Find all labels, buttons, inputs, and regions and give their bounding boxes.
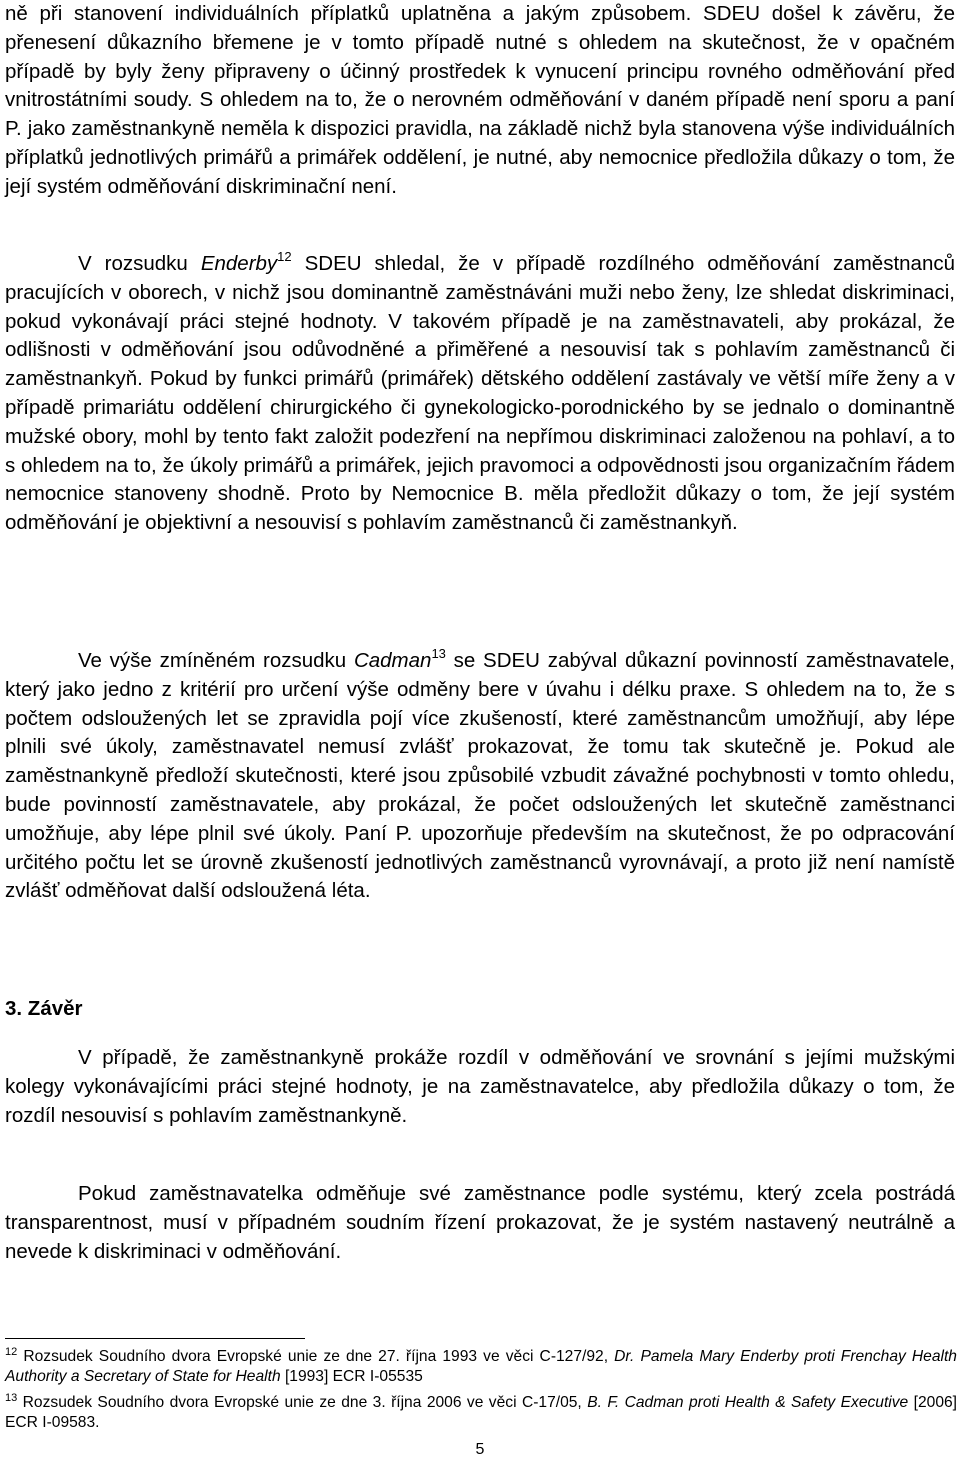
paragraph-text: se SDEU zabýval důkazní povinností zaměstnavatele, který jako jedno z kritérií pro určení výše odměny bere v úvahu i délku praxe. S ohledem na to, že s počtem odsloužených let se zpravidla pojí více zkušeností, které zaměstnancům umožňují, aby lépe plnili své úkoly, zaměstnavatel nemusí zvlášť prokazovat, že tomu tak skutečně je. Pokud ale zaměstnankyně předloží skutečnosti, které jsou způsobilé vzbudit závažné pochybnosti v tomto ohledu, bude povinností zaměstnavatele, aby prokázal, že počet odsloužených let skutečně zaměstnanci umožňuje, aby lépe plnil své úkoly. Paní P. upozorňuje především na skutečnost, že po odpracování určitého počtu let se úrovně zkušeností jednotlivých zaměstnanců vyrovnávají, a proto již není namístě zvlášť odměňovat další odsloužená léta.: [5, 649, 955, 903]
paragraph-text: V případě, že zaměstnankyně prokáže rozdíl v odměňování ve srovnání s jejími mužskými kolegy vykonávajícími práci stejné hodnoty, je na zaměstnavatelce, aby předložila důkazy o tom, že rozdíl nesouvisí s pohlavím zaměstnankyně.: [5, 1046, 955, 1127]
footnote-separator: [5, 1338, 305, 1339]
paragraph-burden-of-proof: [5, 0, 955, 202]
footnote-text: Rozsudek Soudního dvora Evropské unie ze dne 27. října 1993 ve věci C-127/92,: [17, 1348, 615, 1365]
paragraph-text: ně při stanovení individuálních příplatků uplatněna a jakým způsobem. SDEU došel k závěru, že přenesení důkazního břemene je v tomto případě nutné s ohledem na skutečnost, že v opačném případě by byly ženy připraveny o účinný prostředek k vynucení principu rovného odměňování před vnitrostátními soudy. S ohledem na to, že o nerovném odměňování v daném případě není sporu a paní P. jako zaměstnankyně neměla k dispozici pravidla, na základě nichž byla stanovena výše individuálních příplatků jednotlivých primářů a primářek oddělení, je nutné, aby nemocnice předložila důkazy o tom, že její systém odměňování diskriminační není.: [5, 2, 955, 198]
footnote-ref-12[interactable]: 12: [277, 249, 292, 264]
paragraph-lead: V rozsudku: [78, 252, 201, 275]
footnote-case-name: B. F. Cadman proti Health & Safety Executive: [587, 1394, 909, 1411]
footnote-citation: [2006] ECR I-09583.: [5, 1394, 958, 1431]
paragraph-conclusion-1: [5, 1044, 955, 1130]
paragraph-text: Pokud zaměstnavatelka odměňuje své zaměstnance podle systému, který zcela postrádá transparentnost, musí v případném soudním řízení prokazovat, že je systém nastavený neutrálně a nevede k diskriminaci v odměňování.: [5, 1182, 955, 1263]
footnote-case-name: Dr. Pamela Mary Enderby proti Frenchay Health Authority a Secretary of State for Health: [5, 1348, 957, 1385]
paragraph-lead: Ve výše zmíněném rozsudku: [78, 649, 354, 672]
footnote-number: 12: [5, 1346, 18, 1358]
paragraph-conclusion-2: [5, 1180, 955, 1266]
footnote-text: Rozsudek Soudního dvora Evropské unie ze dne 3. října 2006 ve věci C-17/05,: [17, 1394, 588, 1411]
footnote-13: [5, 1393, 957, 1432]
footnote-ref-13[interactable]: 13: [431, 646, 446, 661]
footnote-12: [5, 1347, 957, 1386]
section-heading: 3. Závěr: [5, 997, 83, 1020]
page-number: 5: [475, 1441, 485, 1458]
footnote-number: 13: [5, 1392, 18, 1404]
footnote-citation: [1993] ECR I-05535: [280, 1367, 423, 1385]
paragraph-enderby: [5, 250, 955, 538]
case-name-cadman: Cadman: [353, 649, 432, 672]
paragraph-cadman: [5, 647, 955, 906]
paragraph-text: SDEU shledal, že v případě rozdílného odměňování zaměstnanců pracujících v oborech, v nichž jsou dominantně zaměstnáváni muži nebo ženy, lze shledat diskriminaci, pokud vykonávají práci stejné hodnoty. V takovém případě je na zaměstnavateli, aby prokázal, že odlišnosti v odměňování jsou odůvodněné a přiměřené a nesouvisí tak s pohlavím zaměstnanců či zaměstnankyň. Pokud by funkci primářů (primářek) dětského oddělení zastávaly ve větší míře ženy a v případě primariátu oddělení chirurgického či gynekologicko-porodnického by se jednalo o dominantně mužské obory, mohl by tento fakt založit podezření na nepřímou diskriminaci založenou na pohlaví, a to s ohledem na to, že úkoly primářů a primářek, jejich pravomoci a odpovědnosti jsou organizačním řádem nemocnice stanoveny shodně. Proto by Nemocnice B. měla předložit důkazy o tom, že její systém odměňování je objektivní a nesouvisí s pohlavím zaměstnanců či zaměstnankyň.: [5, 252, 955, 535]
case-name-enderby: Enderby: [200, 252, 278, 275]
